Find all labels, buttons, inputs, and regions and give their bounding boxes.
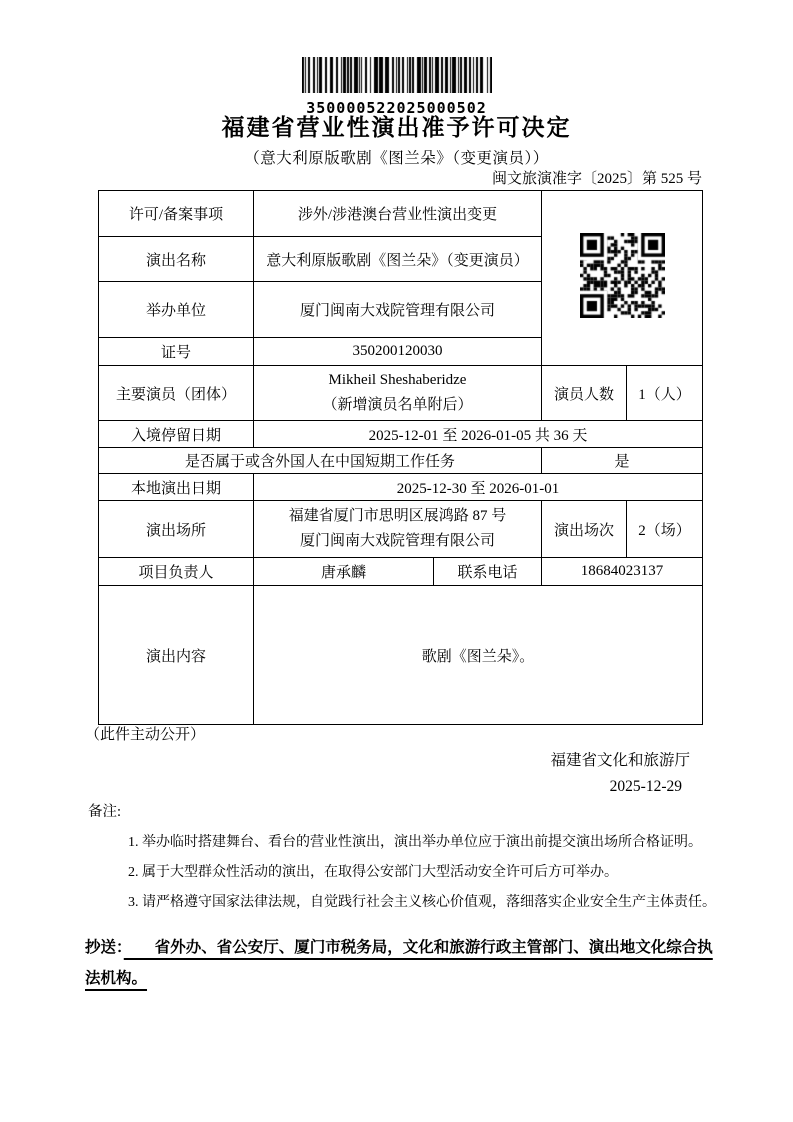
main-performers-value [254,366,542,421]
organizer-label: 举办单位 [99,282,254,338]
main-performers-line2: （新增演员名单附后） [322,397,473,413]
venue-line1: 福建省厦门市思明区展鸿路 87 号 [288,508,507,524]
page-title: 福建省营业性演出准予许可决定 [221,114,572,140]
table-row [99,366,703,421]
venue-label: 演出场所 [99,501,254,558]
table-row [99,558,703,586]
cc-value: 省外办、省公安厅、厦门市税务局，文化和旅游行政主管部门、演出地文化综合执法机构。 [85,939,713,987]
venue-line2: 厦门闽南大戏院管理有限公司 [299,533,495,549]
local-dates-label: 本地演出日期 [99,474,254,501]
qr-code [580,233,665,318]
content-label: 演出内容 [99,586,254,725]
table-row [99,474,703,501]
barcode-block [302,57,492,117]
cc-line [85,932,717,994]
page-subtitle: （意大利原版歌剧《图兰朵》（变更演员）） [244,150,549,167]
entry-stay-label: 入境停留日期 [99,421,254,448]
performer-count-label: 演员人数 [542,366,627,421]
phone-value: 18684023137 [542,558,703,586]
manager-label: 项目负责人 [99,558,254,586]
phone-label: 联系电话 [434,558,542,586]
sessions-label: 演出场次 [542,501,627,558]
barcode-number: 350000522025000502 [306,99,487,117]
main-performers-line1: Mikheil Sheshaberidze [328,372,467,388]
table-row [99,448,703,474]
cert-no-value: 350200120030 [254,338,542,366]
remark-item-3: 3. 请严格遵守国家法律法规，自觉践行社会主义核心价值观，落细落实企业安全生产主体责任。 [128,895,716,910]
remark-item-2: 2. 属于大型群众性活动的演出，在取得公安部门大型活动安全许可后方可举办。 [128,865,618,880]
show-name-value: 意大利原版歌剧《图兰朵》（变更演员） [254,237,542,282]
issue-date: 2025-12-29 [609,778,682,795]
venue-value [254,501,542,558]
permit-table [98,190,703,725]
cert-no-label: 证号 [99,338,254,366]
remarks-label: 备注: [88,804,122,820]
public-disclosure-note: （此件主动公开） [85,727,206,743]
organizer-value: 厦门闽南大戏院管理有限公司 [254,282,542,338]
permit-item-label: 许可/备案事项 [99,191,254,237]
foreigner-question: 是否属于或含外国人在中国短期工作任务 [99,448,542,474]
sessions-value: 2（场） [627,501,703,558]
local-dates-value: 2025-12-30 至 2026-01-01 [254,474,703,501]
cc-label: 抄送： [85,939,124,956]
entry-stay-value: 2025-12-01 至 2026-01-05 共 36 天 [254,421,703,448]
show-name-label: 演出名称 [99,237,254,282]
foreigner-answer: 是 [542,448,703,474]
main-performers-label: 主要演员（团体） [99,366,254,421]
content-value: 歌剧《图兰朵》。 [254,586,703,725]
barcode [302,57,492,93]
remarks-section [88,800,718,911]
document-number: 闽文旅演准字〔2025〕第 525 号 [491,171,702,187]
table-row [99,501,703,558]
permit-item-value: 涉外/涉港澳台营业性演出变更 [254,191,542,237]
table-row [99,421,703,448]
table-row [99,586,703,725]
qr-cell [542,191,703,366]
table-row [99,191,703,237]
remark-item-1: 1. 举办临时搭建舞台、看台的营业性演出，演出举办单位应于演出前提交演出场所合格证明。 [128,835,702,850]
manager-value: 唐承麟 [254,558,434,586]
issuing-authority: 福建省文化和旅游厅 [550,752,690,769]
performer-count-value: 1（人） [627,366,703,421]
